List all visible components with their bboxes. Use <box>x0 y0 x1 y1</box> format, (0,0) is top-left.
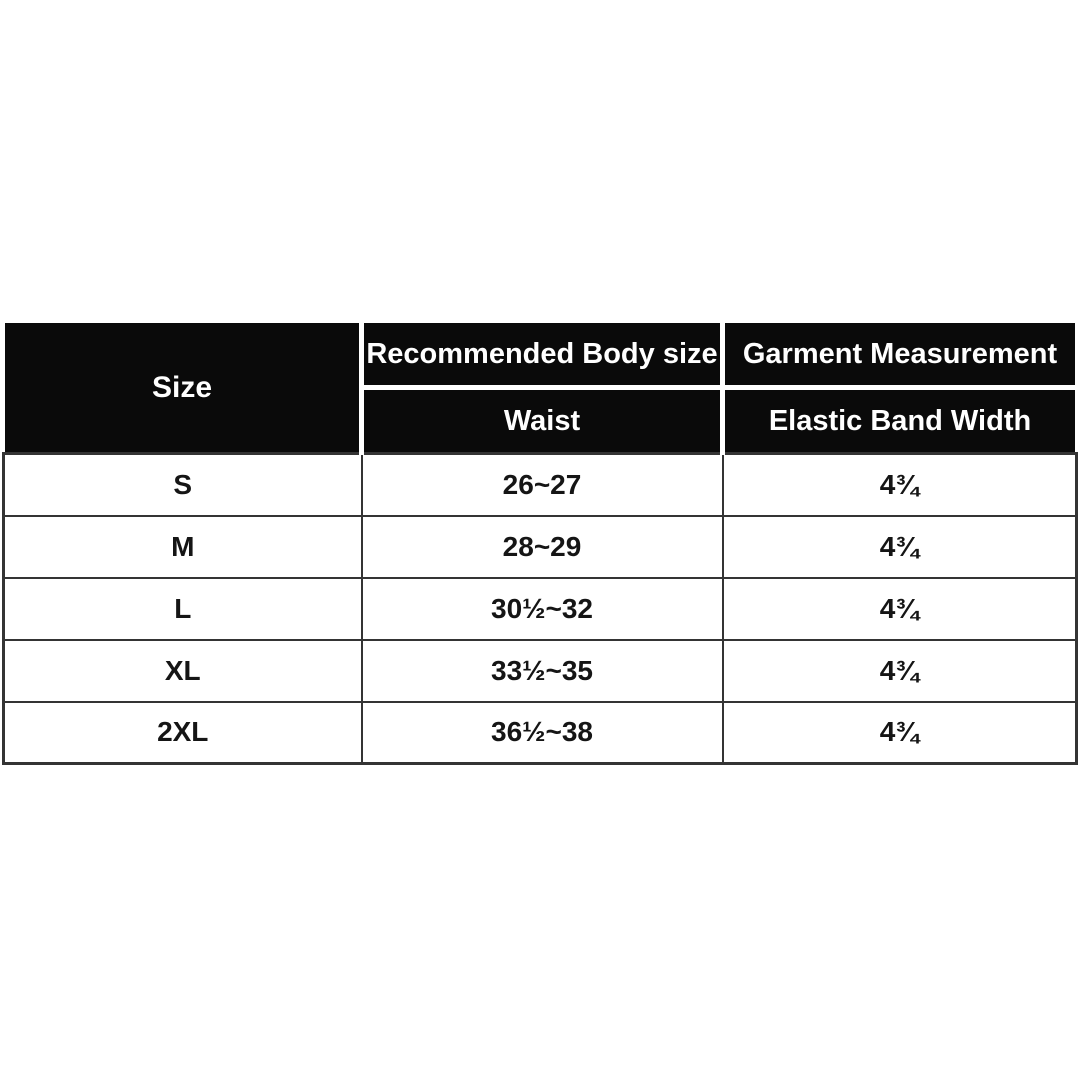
waist-cell: 28~29 <box>362 516 723 578</box>
header-group-row <box>4 322 1077 388</box>
table-row-m <box>4 516 1077 578</box>
size-chart-table <box>2 320 1078 765</box>
elastic-band-width-subheader: Elastic Band Width <box>723 388 1077 454</box>
table-row-l <box>4 578 1077 640</box>
table-row-2xl <box>4 702 1077 764</box>
waist-cell: 33½~35 <box>362 640 723 702</box>
garment-measurement-header: Garment Measurement <box>723 322 1077 388</box>
band-width-cell: 4¾ <box>723 640 1077 702</box>
band-width-cell: 4¾ <box>723 454 1077 516</box>
waist-cell: 26~27 <box>362 454 723 516</box>
size-cell: 2XL <box>4 702 362 764</box>
table-row-xl <box>4 640 1077 702</box>
table-header <box>4 322 1077 454</box>
table-body <box>4 454 1077 764</box>
size-column-header: Size <box>4 322 362 454</box>
waist-cell: 30½~32 <box>362 578 723 640</box>
band-width-cell: 4¾ <box>723 578 1077 640</box>
band-width-cell: 4¾ <box>723 516 1077 578</box>
size-cell: M <box>4 516 362 578</box>
waist-subheader: Waist <box>362 388 723 454</box>
size-cell: XL <box>4 640 362 702</box>
size-cell: S <box>4 454 362 516</box>
waist-cell: 36½~38 <box>362 702 723 764</box>
size-cell: L <box>4 578 362 640</box>
recommended-body-size-header: Recommended Body size <box>362 322 723 388</box>
table-row-s <box>4 454 1077 516</box>
band-width-cell: 4¾ <box>723 702 1077 764</box>
